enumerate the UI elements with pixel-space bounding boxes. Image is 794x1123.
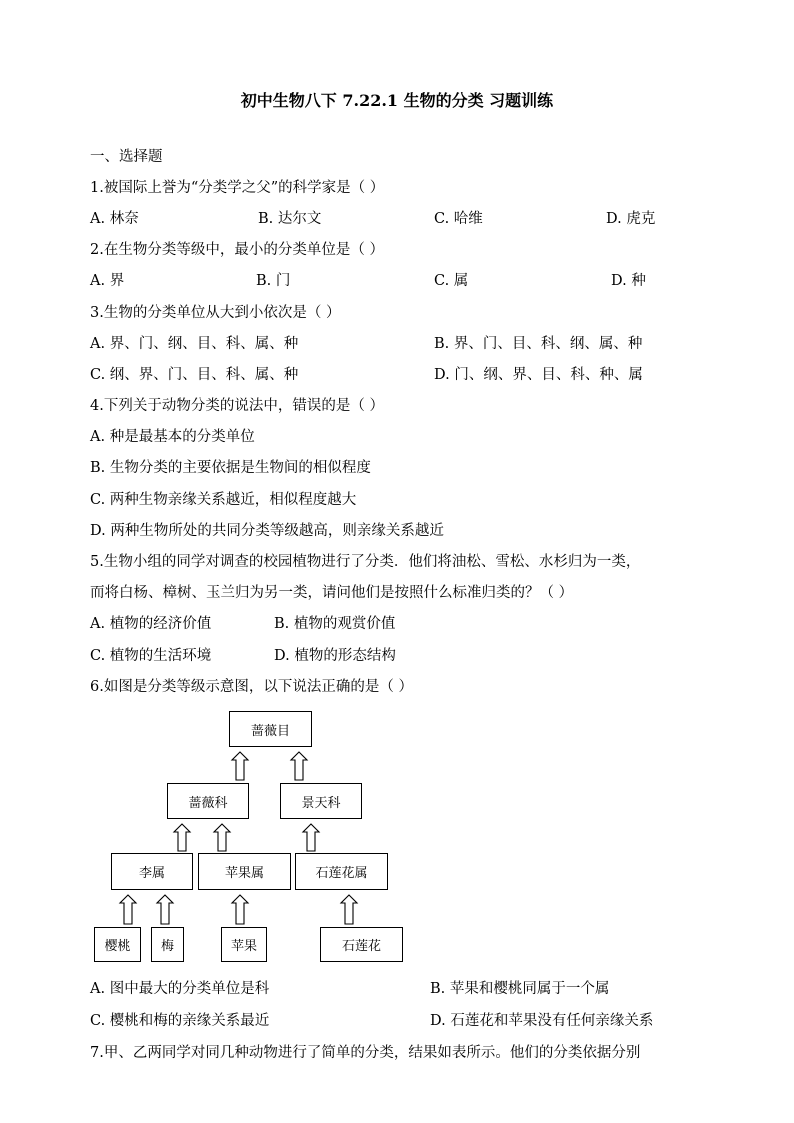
question-6-option-d: D. 石莲花和苹果没有任何亲缘关系 — [430, 1013, 654, 1029]
question-7-stem: 7.甲、乙两同学对同几种动物进行了简单的分类，结果如表所示。他们的分类依据分别 — [90, 1045, 641, 1061]
question-2-option-b: B. 门 — [256, 273, 291, 289]
question-2-stem: 2.在生物分类等级中，最小的分类单位是（ ） — [90, 242, 384, 258]
question-2-option-a: A. 界 — [90, 273, 125, 289]
question-3-option-c: C. 纲、界、门、目、科、属、种 — [90, 367, 299, 383]
question-5-option-b: B. 植物的观赏价值 — [274, 616, 396, 632]
question-5-option-d: D. 植物的形态结构 — [274, 648, 396, 664]
box-genus-prunus: 李属 — [111, 853, 193, 890]
arrow-up-icon — [303, 824, 319, 851]
question-1-option-d: D. 虎克 — [606, 211, 656, 227]
box-species-apple: 苹果 — [221, 927, 267, 962]
box-species-cherry: 樱桃 — [94, 927, 141, 962]
arrow-up-icon — [120, 895, 136, 924]
question-2-option-c: C. 属 — [434, 273, 469, 289]
box-genus-echeveria: 石莲花属 — [295, 853, 388, 890]
question-2-option-d: D. 种 — [611, 273, 646, 289]
question-1-option-a: A. 林奈 — [90, 211, 139, 227]
question-5-option-c: C. 植物的生活环境 — [90, 648, 212, 664]
question-6-stem: 6.如图是分类等级示意图，以下说法正确的是（ ） — [90, 679, 413, 695]
question-4-stem: 4.下列关于动物分类的说法中，错误的是（ ） — [90, 398, 384, 414]
box-order-rosales: 蔷薇目 — [229, 711, 312, 747]
arrow-up-icon — [232, 752, 248, 780]
question-3-option-a: A. 界、门、纲、目、科、属、种 — [90, 336, 299, 352]
question-6-option-b: B. 苹果和樱桃同属于一个属 — [430, 981, 610, 997]
question-4-option-b: B. 生物分类的主要依据是生物间的相似程度 — [90, 460, 371, 476]
section-heading: 一、选择题 — [90, 149, 163, 165]
arrow-up-icon — [174, 824, 190, 851]
box-family-rosaceae: 蔷薇科 — [167, 783, 249, 819]
box-family-crassulaceae: 景天科 — [280, 783, 362, 819]
question-1-option-c: C. 哈维 — [434, 211, 483, 227]
question-5-stem-line-2: 而将白杨、樟树、玉兰归为另一类，请问他们是按照什么标准归类的？（ ） — [90, 585, 574, 601]
box-genus-malus: 苹果属 — [198, 853, 291, 890]
arrow-up-icon — [214, 824, 230, 851]
arrow-up-icon — [291, 752, 307, 780]
question-4-option-d: D. 两种生物所处的共同分类等级越高，则亲缘关系越近 — [90, 523, 444, 539]
question-3-stem: 3.生物的分类单位从大到小依次是（ ） — [90, 305, 341, 321]
arrow-up-icon — [232, 895, 248, 924]
question-1-stem: 1.被国际上誉为“分类学之父”的科学家是（ ） — [90, 180, 385, 196]
question-3-option-d: D. 门、纲、界、目、科、种、属 — [434, 367, 643, 383]
question-6-option-a: A. 图中最大的分类单位是科 — [90, 981, 270, 997]
box-species-echeveria: 石莲花 — [320, 927, 403, 962]
question-5-option-a: A. 植物的经济价值 — [90, 616, 212, 632]
arrow-up-icon — [157, 895, 173, 924]
question-6-option-c: C. 樱桃和梅的亲缘关系最近 — [90, 1013, 270, 1029]
question-4-option-c: C. 两种生物亲缘关系越近，相似程度越大 — [90, 492, 357, 508]
question-1-option-b: B. 达尔文 — [258, 211, 322, 227]
box-species-plum: 梅 — [151, 927, 184, 962]
question-5-stem-line-1: 5.生物小组的同学对调查的校园植物进行了分类．他们将油松、雪松、水杉归为一类， — [90, 554, 641, 570]
question-3-option-b: B. 界、门、目、科、纲、属、种 — [434, 336, 643, 352]
page-title: 初中生物八下 7.22.1 生物的分类 习题训练 — [240, 91, 554, 110]
question-4-option-a: A. 种是最基本的分类单位 — [90, 429, 255, 445]
arrow-up-icon — [341, 895, 357, 924]
